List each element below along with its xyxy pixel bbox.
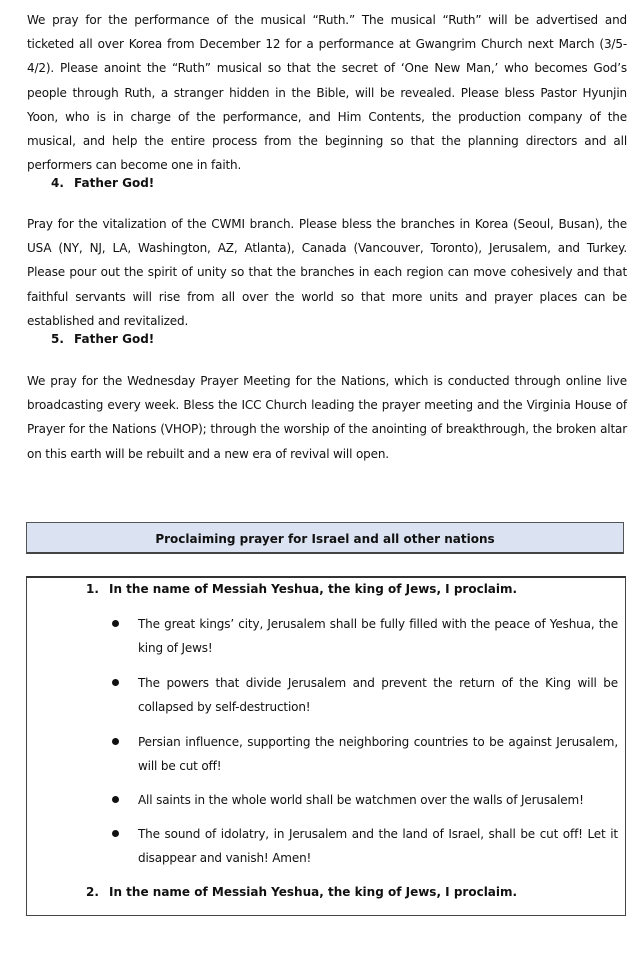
- proclamation-number: 1.: [86, 582, 99, 596]
- section-5-heading: [51, 329, 154, 349]
- proclamation-number: 2.: [86, 885, 99, 899]
- bullet-text: Persian influence, supporting the neighboring countries to be against Jerusalem, will be cut off!: [138, 735, 618, 773]
- proclamation-text: In the name of Messiah Yeshua, the king of Jews, I proclaim.: [109, 885, 518, 899]
- proclamation-item-1: [86, 579, 517, 599]
- bullet-icon: [112, 796, 119, 803]
- bullet-icon: [112, 620, 119, 627]
- section-5-title: Father God!: [74, 332, 155, 346]
- proclamation-text: In the name of Messiah Yeshua, the king of Jews, I proclaim.: [109, 582, 518, 596]
- section-5-number: 5.: [51, 332, 64, 346]
- bullet-text: All saints in the whole world shall be watchmen over the walls of Jerusalem!: [138, 793, 584, 807]
- proclamation-item-2: [86, 882, 517, 902]
- bullet-icon: [112, 679, 119, 686]
- bullet-text: The sound of idolatry, in Jerusalem and the land of Israel, shall be cut off! Let it disappear and vanish! Amen!: [138, 827, 618, 865]
- section-4-title: Father God!: [74, 176, 155, 190]
- cwmi-branch-paragraph: Pray for the vitalization of the CWMI branch. Please bless the branches in Korea (Seoul, Busan), the USA (NY, NJ, LA, Washington, AZ, Atlanta), Canada (Vancouver, Toronto), Jerusalem, and Turkey. Please pour out the spirit of unity so that the branches in each region can move cohesively and that faithful servants will rise from all over the world so that more units and prayer places can be established and revitalized.: [27, 217, 627, 328]
- ruth-musical-paragraph: We pray for the performance of the musical “Ruth.” The musical “Ruth” will be advertised and ticketed all over Korea from December 12 for a performance at Gwangrim Church next March (3/5-4/2). Please anoint the “Ruth” musical so that the secret of ‘One New Man,’ who becomes God’s people through Ruth, a stranger hidden in the Bible, will be revealed. Please bless Pastor Hyunjin Yoon, who is in charge of the performance, and Him Contents, the production company of the musical, and help the entire process from the beginning so that the planning directors and all performers can become one in faith.: [27, 13, 627, 173]
- wednesday-prayer-paragraph: We pray for the Wednesday Prayer Meeting for the Nations, which is conducted through online live broadcasting every week. Bless the ICC Church leading the prayer meeting and the Virginia House of Prayer for the Nations (VHOP); through the worship of the anointing of breakthrough, the broken altar on this earth will be rebuilt and a new era of revival will open.: [27, 374, 627, 461]
- bullet-icon: [112, 830, 119, 837]
- proclamation-banner: [26, 522, 624, 554]
- section-4-number: 4.: [51, 176, 64, 190]
- bullet-text: The powers that divide Jerusalem and prevent the return of the King will be collapsed by self-destruction!: [138, 676, 618, 714]
- banner-title: Proclaiming prayer for Israel and all other nations: [155, 532, 495, 546]
- bullet-icon: [112, 738, 119, 745]
- bullet-text: The great kings’ city, Jerusalem shall be fully filled with the peace of Yeshua, the king of Jews!: [138, 617, 618, 655]
- section-4-heading: [51, 173, 154, 193]
